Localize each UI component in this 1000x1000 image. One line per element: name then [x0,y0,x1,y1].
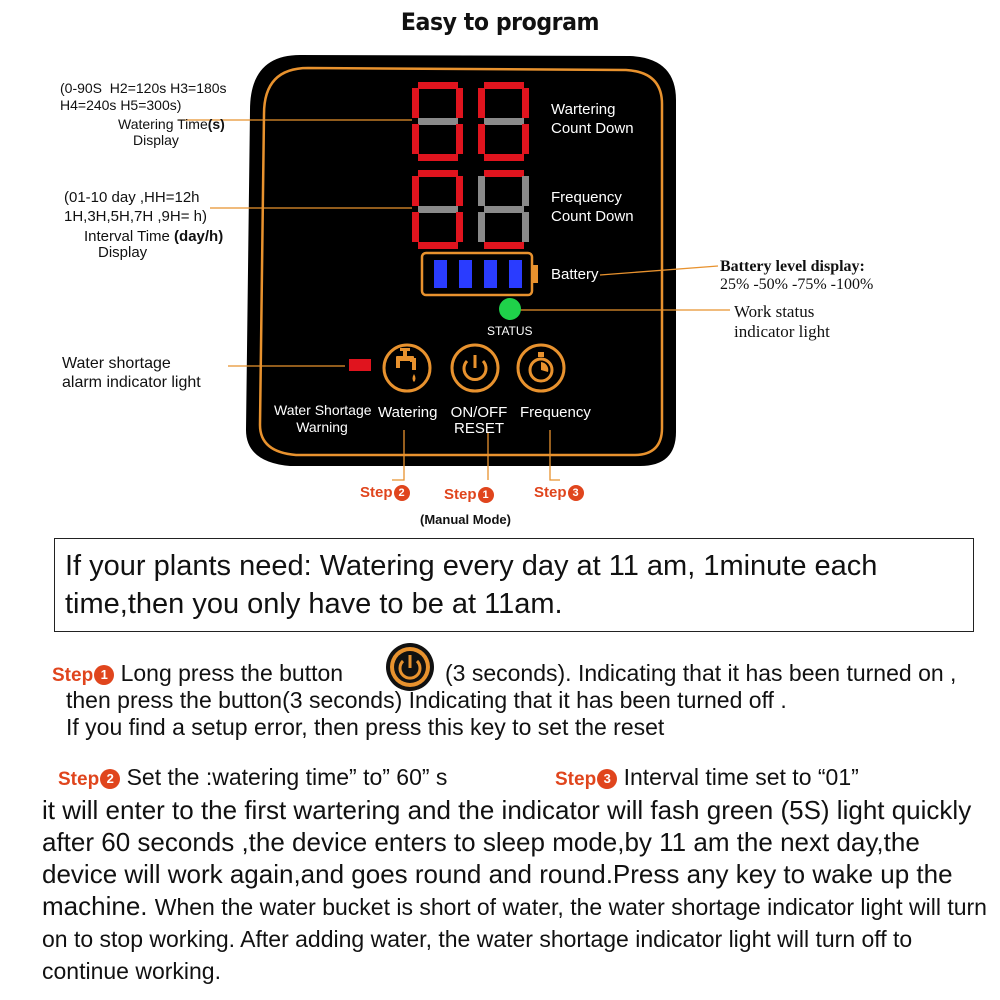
watering-display-label: Display [133,132,179,148]
step-word: Step [58,769,100,790]
step1-marker [444,486,494,504]
step2-marker [360,484,410,502]
step-number: 3 [597,769,617,789]
step-word: Step [534,484,567,501]
step2-line [58,764,447,793]
battery-level-values: 25% -50% -75% -100% [720,276,874,293]
step-word: Step [360,484,393,501]
interval-time-text: Interval Time [84,228,170,245]
onoff-reset-label: ON/OFF RESET [450,404,508,437]
para2-text: When the water bucket is short of water, the water shortage indicator light will turn on to stop working. After adding water, the water shortage indicator light will turn off to continue working. [42,894,987,984]
watering-button-label: Watering [378,404,438,421]
water-shortage-led [349,359,371,371]
step-number: 3 [568,485,584,501]
info-box: If your plants need: Watering every day at 11 am, 1minute each time,then you only have to be at 11am. [54,538,974,632]
work-status-label: Work status indicator light [734,302,830,341]
step-word: Step [555,769,597,790]
watering-range-text: (0-90S H2=120s H3=180s H4=240s H5=300s) [60,80,227,113]
step-number: 2 [394,485,410,501]
status-led [499,298,521,320]
frequency-button-label: Frequency [520,404,591,421]
interval-range-text: (01-10 day ,HH=12h 1H,3H,5H,7H ,9H= h) [64,189,207,225]
step1-text-a: Long press the button [120,660,344,686]
watering-countdown-label: Wartering Count Down [551,101,634,137]
water-shortage-warning-label: Water Shortage Warning [274,402,372,435]
battery-label: Battery [551,266,599,283]
water-shortage-alarm-label: Water shortage alarm indicator light [62,355,201,391]
step-number: 1 [94,665,114,685]
page-title: Easy to program [400,8,600,36]
watering-time-text: Watering Time [118,116,208,132]
step1-text-c: then press the button(3 seconds) Indicating that it has been turned off . [66,687,787,713]
status-label: STATUS [487,324,533,338]
watering-time-unit: (s) [207,116,225,132]
step3-line [555,764,859,793]
step-number: 1 [478,487,494,503]
frequency-countdown-label: Frequency Count Down [551,189,634,225]
instruction-paragraph-1 [42,794,987,986]
para1-text: it will enter to the first wartering and the indicator will fash green (5S) light quickly after 60 seconds ,the device enters to sleep mode,by 11 am the next day,the device will work again,and goes round and round.Press any key to wake up the machine. [42,795,972,921]
power-icon-inline [383,640,437,694]
manual-mode-label: (Manual Mode) [420,512,511,527]
step-word: Step [444,486,477,503]
step3-marker [534,484,584,502]
battery-level-title: Battery level display: [720,258,865,275]
step-word: Step [52,665,94,686]
watering-time-label [118,116,225,133]
step2-text: Set the :watering time” to” 60” s [126,764,448,790]
step1-text-d: If you find a setup error, then press this key to set the reset [66,714,665,740]
interval-display-label: Display [98,244,148,261]
step-number: 2 [100,769,120,789]
step1-text-b: (3 seconds). Indicating that it has been turned on , [445,660,957,686]
step1-line [52,660,343,689]
step3-text: Interval time set to “01” [623,764,859,790]
interval-time-unit: (day/h) [174,228,224,245]
